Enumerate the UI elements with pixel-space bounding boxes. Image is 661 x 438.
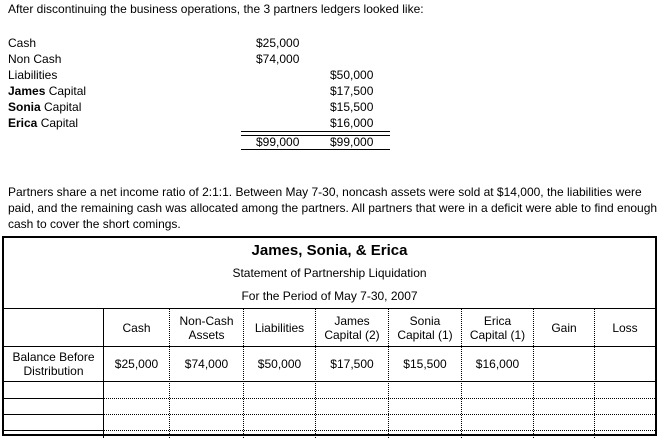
col-header-gain: Gain: [551, 320, 577, 335]
ledger-credit-erica: $16,000: [330, 116, 374, 130]
ledger-total-debit: $99,000: [256, 135, 300, 149]
ledger-debit-noncash: $74,000: [256, 52, 300, 66]
intro-text: After discontinuing the business operations, the 3 partners ledgers looked like:: [8, 2, 424, 16]
cell-cash: $25,000: [114, 357, 159, 371]
ledger-credit-sonia: $15,500: [330, 100, 374, 114]
ledger-label-james: James Capital: [8, 84, 87, 98]
col-header-sonia-capital: Sonia Capital (1): [397, 313, 453, 342]
ledger-label-sonia: Sonia Capital: [8, 100, 82, 114]
cell-erica-capital: $16,000: [475, 357, 520, 371]
ledger-debit-cash: $25,000: [256, 36, 300, 50]
statement-subtitle: Statement of Partnership Liquidation: [232, 266, 427, 280]
ledger-credit-liabilities: $50,000: [330, 68, 374, 82]
row-rule: [4, 430, 103, 431]
ledger-total-credit: $99,000: [330, 135, 374, 149]
col-header-erica-capital: Erica Capital (1): [469, 313, 526, 342]
ledger-total-underline: [241, 149, 390, 150]
row-rule: [4, 398, 103, 399]
row-rule: [4, 414, 103, 415]
col-header-cash: Cash: [122, 320, 151, 335]
col-header-james-capital: James Capital (2): [324, 313, 380, 342]
row-rule: [4, 381, 655, 382]
row-rule-dotted: [104, 414, 655, 415]
row-rule-dotted: [104, 430, 655, 431]
cell-noncash-assets: $74,000: [184, 357, 229, 371]
ledger-label-noncash: Non Cash: [8, 52, 62, 66]
ledger-label-liabilities: Liabilities: [8, 68, 58, 82]
statement-title: James, Sonia, & Erica: [251, 242, 408, 259]
statement-period: For the Period of May 7-30, 2007: [241, 289, 418, 303]
ledger-credit-james: $17,500: [330, 84, 374, 98]
cell-james-capital: $17,500: [330, 357, 374, 371]
cell-loss: [595, 347, 655, 381]
problem-paragraph: Partners share a net income ratio of 2:1:1. Between May 7-30, noncash assets were sold at $14,000, the liabilities were paid, and the remaining cash was allocated among the partners. All partners that were in a deficit were able to find enough cash to cover the short comings.: [8, 185, 658, 231]
cell-sonia-capital: $15,500: [403, 357, 447, 371]
row-label-balance-before: Balance Before Distribution: [12, 350, 95, 378]
col-header-liabilities: Liabilities: [254, 320, 305, 335]
col-header-loss: Loss: [612, 320, 638, 335]
row-rule-dotted: [104, 398, 655, 399]
cell-liabilities: $50,000: [257, 357, 302, 371]
cell-gain: [534, 347, 594, 381]
col-header-noncash-assets: Non-Cash Assets: [179, 313, 234, 342]
liquidation-statement: [2, 236, 657, 436]
ledger-label-erica: Erica Capital: [8, 116, 79, 130]
ledger-label-cash: Cash: [8, 36, 37, 50]
